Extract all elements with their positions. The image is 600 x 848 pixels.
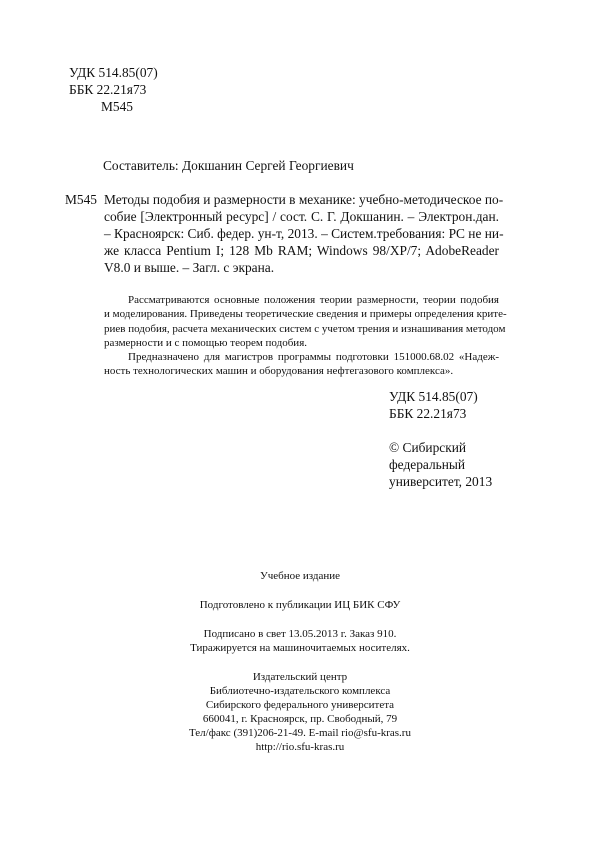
copyright-line-3: университет, 2013 xyxy=(389,474,493,489)
bib-code: М545 xyxy=(65,192,97,207)
bib-line: же класса Pentium I; 128 Mb RAM; Windows 98/XP/7; AdobeReader xyxy=(104,243,499,258)
bbk-right: ББК 22.21я73 xyxy=(389,406,467,421)
bib-line: Методы подобия и размерности в механике: учебно-методическое по- xyxy=(104,192,504,207)
publisher-url: http://rio.sfu-kras.ru xyxy=(255,741,345,753)
bib-line: – Красноярск: Сиб. федер. ун-т, 2013. – Систем.требования: PC не ни- xyxy=(104,226,504,241)
annotation-line: риев подобия, расчета механических систем с учетом трения и изнашивания методом xyxy=(104,322,506,335)
publisher-line: Издательский центр xyxy=(252,671,348,683)
edition-type: Учебное издание xyxy=(259,570,341,582)
annotation-line: и моделирования. Приведены теоретические сведения и примеры определения крите- xyxy=(104,308,507,321)
annotation xyxy=(104,293,507,379)
bib-line-last: V8.0 и выше. – Загл. с экрана. xyxy=(104,260,275,275)
purpose-line: Предназначено для магистров программы подготовки 151000.68.02 «Надеж- xyxy=(128,351,499,364)
publisher-address: 660041, г. Красноярск, пр. Свободный, 79 xyxy=(202,713,398,725)
author-code-header: М545 xyxy=(101,99,133,114)
compiler-line: Составитель: Докшанин Сергей Георгиевич xyxy=(103,158,354,173)
annotation-line: размерности и с помощью теорем подобия. xyxy=(104,336,308,349)
copyright-line-1: © Сибирский xyxy=(389,440,467,455)
udk-header: УДК 514.85(07) xyxy=(69,65,158,80)
publisher-line: Сибирского федерального университета xyxy=(205,699,395,711)
copies-line: Тиражируется на машиночитаемых носителях. xyxy=(190,642,410,654)
signed-line: Подписано в свет 13.05.2013 г. Заказ 910. xyxy=(203,628,397,640)
bib-line: собие [Электронный ресурс] / сост. С. Г. Докшанин. – Электрон.дан. xyxy=(104,209,499,224)
publisher-contacts: Тел/факс (391)206-21-49. E-mail rio@sfu-kras.ru xyxy=(189,727,411,739)
udk-right: УДК 514.85(07) xyxy=(389,389,478,404)
copyright-line-2: федеральный xyxy=(389,457,466,472)
bib-record xyxy=(104,191,504,276)
purpose-line: ность технологических машин и оборудования нефтегазового комплекса». xyxy=(104,365,454,378)
prepared-by: Подготовлено к публикации ИЦ БИК СФУ xyxy=(199,599,401,611)
annotation-line: Рассматриваются основные положения теории размерности, теории подобия xyxy=(128,294,499,306)
publisher-line: Библиотечно-издательского комплекса xyxy=(209,685,391,697)
bbk-header: ББК 22.21я73 xyxy=(69,82,147,97)
